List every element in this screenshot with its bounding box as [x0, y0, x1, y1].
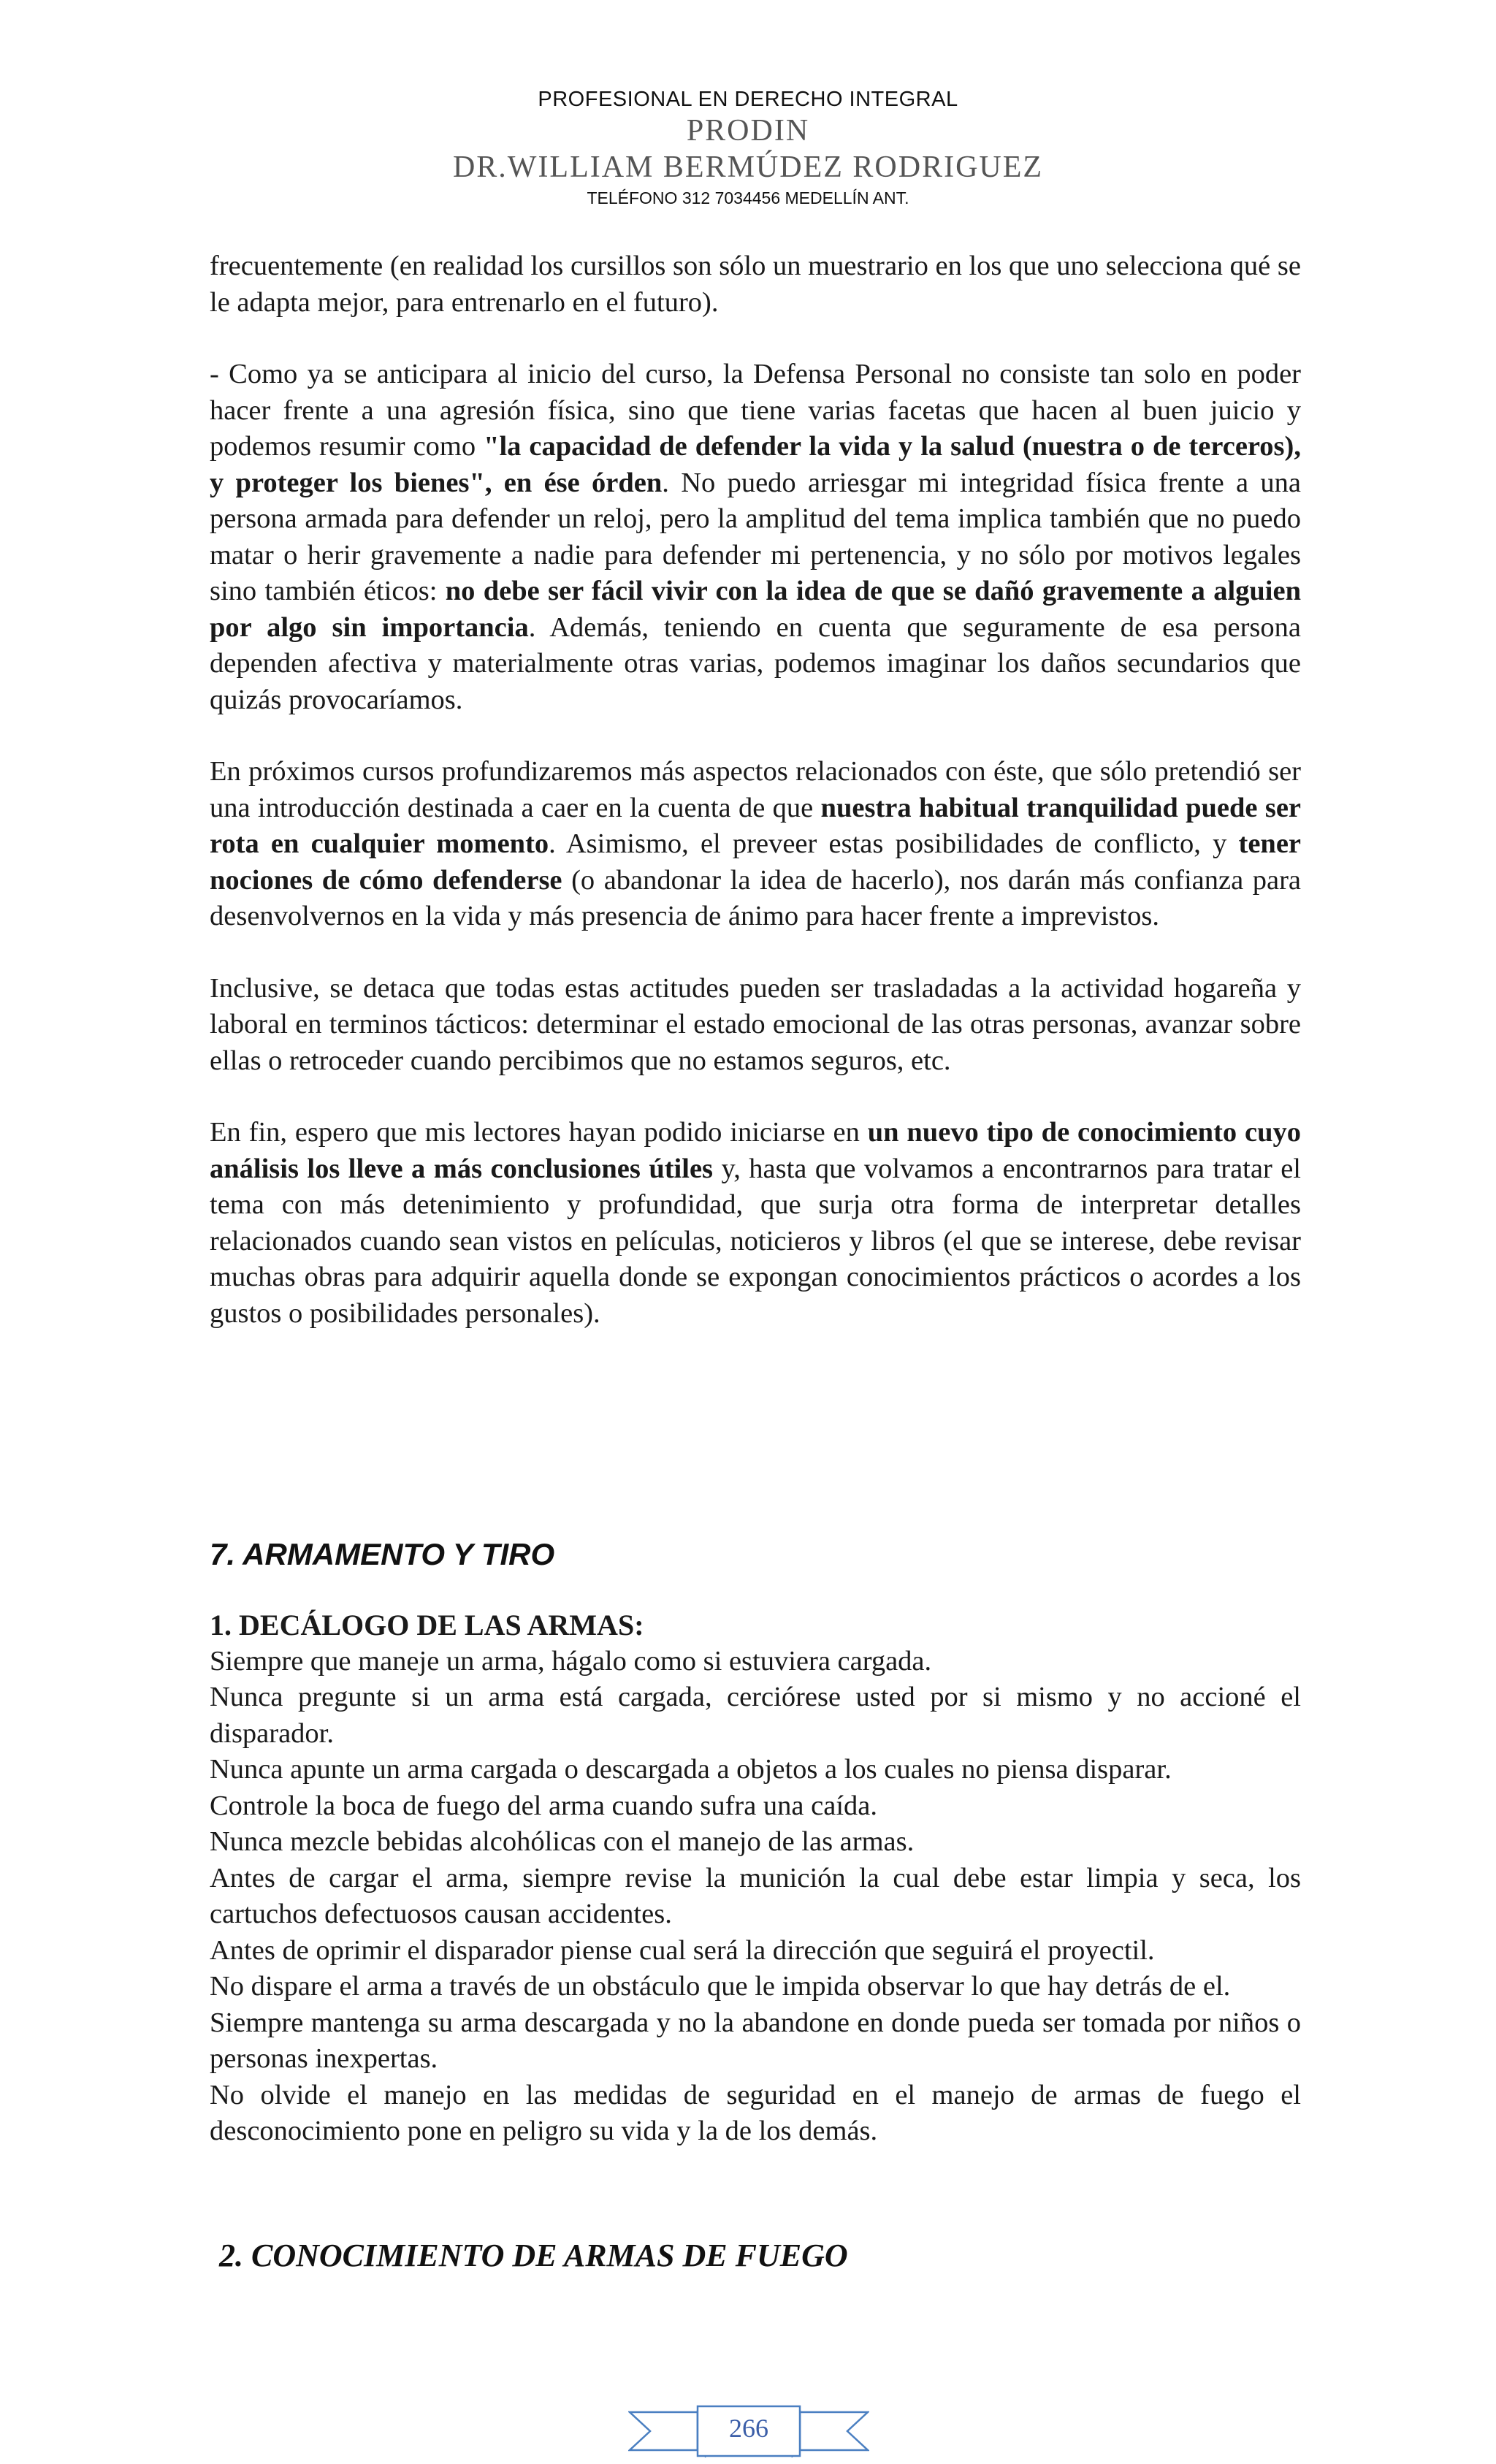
section-title: 7. ARMAMENTO Y TIRO — [210, 1537, 555, 1571]
bold-phrase: tener nociones de cómo defenderse — [210, 828, 1301, 896]
list-item: No olvide el manejo en las medidas de seguridad en el manejo de armas de fuego el desconocimiento pone en peligro su vida y la de los demás. — [210, 2079, 1301, 2146]
list-item: Controle la boca de fuego del arma cuando sufra una caída. — [210, 1790, 877, 1821]
header-profession: PROFESIONAL EN DERECHO INTEGRAL — [538, 88, 958, 111]
paragraph-2 — [210, 356, 1301, 718]
paragraph-text: En próximos cursos profundizaremos más aspectos relacionados con éste, que sólo pretendió ser una introducción destinada a caer en la cuenta de que — [210, 756, 1301, 823]
decalogue — [210, 1607, 1301, 2150]
paragraph-1 — [210, 248, 1301, 321]
body-text — [210, 248, 1301, 1368]
paragraph-text: . Además, teniendo en cuenta que seguramente de esa persona dependen afectiva y materialmente otras varias, podemos imaginar los daños secundarios que quizás provocaríamos. — [210, 611, 1301, 715]
header-org: PRODIN — [686, 114, 810, 148]
list-item: Antes de cargar el arma, siempre revise la munición la cual debe estar limpia y seca, los cartuchos defectuosos causan accidentes. — [210, 1862, 1301, 1929]
paragraph-text: . No puedo arriesgar mi integridad física frente a una persona armada para defender un reloj, pero la amplitud del tema implica también que no puedo matar o herir gravemente a nadie para defender mi pertenencia, y no sólo por motivos legales sino también éticos: — [210, 467, 1302, 606]
header-phone: TELÉFONO 312 7034456 MEDELLÍN ANT. — [587, 188, 909, 207]
paragraph-text: (o abandonar la idea de hacerlo), nos darán más confianza para desenvolvernos en la vida y más presencia de ánimo para hacer frente a imprevistos. — [210, 864, 1301, 931]
bold-phrase: nuestra habitual tranquilidad puede ser rota en cualquier momento — [210, 792, 1301, 859]
subsection-title: 2. CONOCIMIENTO DE ARMAS DE FUEGO — [219, 2238, 848, 2273]
bold-phrase: "la capacidad de defender la vida y la salud (nuestra o de terceros), y proteger los bienes", en ése órden — [210, 431, 1301, 498]
paragraph-text: Inclusive, se detaca que todas estas actitudes pueden ser trasladadas a la actividad hogareña y laboral en terminos tácticos: determinar el estado emocional de las otras personas, avanzar sobre ellas o retroceder cuando percibimos que no estamos seguros, etc. — [210, 972, 1301, 1076]
paragraph-text: En fin, espero que mis lectores hayan podido iniciarse en — [210, 1117, 868, 1148]
paragraph-text: - Como ya se anticipara al inicio del curso, la Defensa Personal no consiste tan solo en poder hacer frente a una agresión física, sino que tiene varias facetas que hacen al buen juicio y podemos resumir como — [210, 359, 1301, 462]
paragraph-3 — [210, 754, 1301, 935]
paragraph-5 — [210, 1115, 1301, 1332]
letterhead — [0, 86, 1496, 210]
paragraph-text: y, hasta que volvamos a encontrarnos para tratar el tema con más detenimiento y profundidad, que surja otra forma de interpretar detalles relacionados cuando sean vistos en películas, noticieros y libros (el que se interese, debe revisar muchas obras para adquirir aquella donde se expongan conocimientos prácticos o acordes a los gustos o posibilidades personales). — [210, 1153, 1301, 1329]
list-item: Siempre mantenga su arma descargada y no la abandone en donde pueda ser tomada por niños o personas inexpertas. — [210, 2007, 1301, 2074]
list-item: No dispare el arma a través de un obstáculo que le impida observar lo que hay detrás de el. — [210, 1971, 1231, 2002]
list-item: Antes de oprimir el disparador piense cual será la dirección que seguirá el proyectil. — [210, 1934, 1155, 1966]
list-item: Nunca apunte un arma cargada o descargada a objetos a los cuales no piensa disparar. — [210, 1754, 1172, 1785]
header-name: DR.WILLIAM BERMÚDEZ RODRIGUEZ — [452, 150, 1044, 184]
paragraph-text: frecuentemente (en realidad los cursillos son sólo un muestrario en los que uno selecciona qué se le adapta mejor, para entrenarlo en el futuro). — [210, 251, 1301, 318]
paragraph-text: . Asimismo, el preveer estas posibilidades de conflicto, y — [549, 828, 1239, 859]
bold-phrase: no debe ser fácil vivir con la idea de que se dañó gravemente a alguien por algo sin importancia — [210, 576, 1302, 643]
bold-phrase: un nuevo tipo de conocimiento cuyo análisis los lleve a más conclusiones útiles — [210, 1117, 1301, 1184]
page-number: 266 — [729, 2414, 768, 2443]
paragraph-4 — [210, 971, 1301, 1080]
decalogue-heading: 1. DECÁLOGO DE LAS ARMAS: — [210, 1609, 644, 1641]
list-item: Nunca pregunte si un arma está cargada, cerciórese usted por si mismo y no accioné el disparador. — [210, 1682, 1301, 1749]
list-item: Nunca mezcle bebidas alcohólicas con el manejo de las armas. — [210, 1826, 915, 1857]
list-item: Siempre que maneje un arma, hágalo como si estuviera cargada. — [210, 1645, 932, 1677]
